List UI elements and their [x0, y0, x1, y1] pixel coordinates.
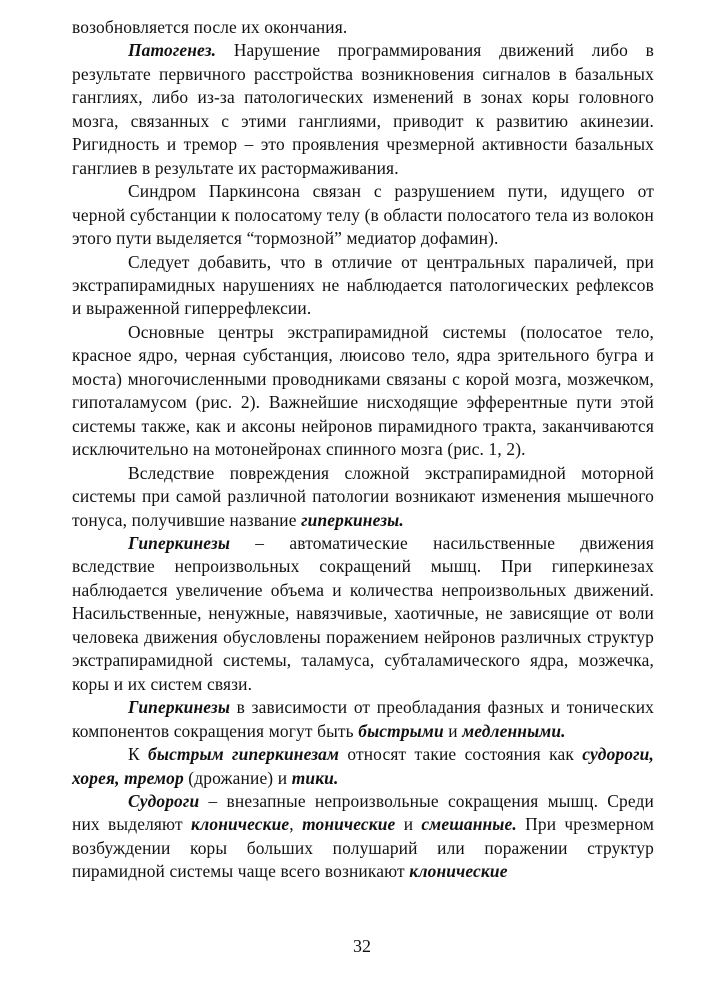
- emphasized-term: судороги, хорея, тремор: [72, 744, 654, 788]
- body-text: [72, 16, 654, 884]
- emphasized-term: быстрым гиперкинезам: [148, 744, 340, 765]
- paragraph: [72, 532, 654, 696]
- emphasized-term: Судороги: [128, 790, 200, 811]
- text-run: К: [128, 744, 149, 765]
- emphasized-term: Гиперкинезы: [128, 697, 231, 718]
- paragraph: [72, 251, 654, 321]
- paragraph: [72, 39, 654, 180]
- text-run: При чрезмерном возбуждении коры больших полушарий или поражении структур пирамидной системы чаще всего возникают: [72, 814, 655, 882]
- paragraph: [72, 16, 654, 39]
- text-run: Следует добавить, что в отличие от центральных параличей, при экстрапирамидных нарушениях не наблюдается патологических рефлексов и выраженной гиперрефлексии.: [72, 251, 654, 319]
- emphasized-term: тики.: [291, 767, 339, 788]
- emphasized-term: смешанные.: [421, 814, 517, 835]
- paragraph: [72, 321, 654, 462]
- paragraph: [72, 743, 654, 790]
- text-run: (дрожание) и: [183, 767, 292, 788]
- paragraph: [72, 696, 654, 743]
- emphasized-term: гиперкинезы.: [301, 509, 404, 530]
- text-run: – внезапные непроизвольные сокращения мышц. Среди них выделяют: [72, 790, 654, 835]
- emphasized-term: клонические: [190, 814, 290, 835]
- text-run: Вследствие повреждения сложной экстрапирамидной моторной системы при самой различной патологии возникают изменения мышечного тонуса, получившие название: [72, 462, 654, 530]
- text-run: Синдром Паркинсона связан с разрушением пути, идущего от черной субстанции к полосатому телу (в области полосатого тела из волокон этого пути выделяется “тормозной” медиатор дофамин).: [72, 181, 654, 249]
- text-run: относят такие состояния как: [339, 744, 583, 765]
- text-run: и: [395, 814, 422, 835]
- text-run: Основные центры экстрапирамидной системы (полосатое тело, красное ядро, черная субстанция, люисово тело, ядра зрительного бугра и моста) многочисленными проводниками связаны с корой мозга, мозжечком, гипоталамусом (рис. 2). Важнейшие нисходящие эфферентные пути этой системы также, как и аксоны нейронов пирамидного тракта, заканчиваются исключительно на мотонейронах спинного мозга (рис. 1, 2).: [72, 321, 654, 460]
- page-number: 32: [353, 936, 371, 956]
- text-run: Нарушение программирования движений либо в результате первичного расстройства возникновения сигналов в базальных ганглиях, либо из-за патологических изменений в зонах коры головного мозга, связанных с этими ганглиями, приводит к развитию акинезии. Ригидность и тремор – это проявления чрезмерной активности базальных ганглиев в результате их растормаживания.: [72, 40, 654, 178]
- emphasized-term: Гиперкинезы: [128, 532, 231, 553]
- text-run: ,: [289, 814, 303, 835]
- emphasized-term: медленными.: [462, 720, 566, 741]
- text-run: – автоматические насильственные движения вследствие непроизвольных сокращений мышц. При гиперкинезах наблюдается увеличение объема и количества непроизвольных движений. Насильственные, ненужные, навязчивые, хаотичные, не зависящие от воли человека движения обусловлены поражением нейронов различных структур экстрапирамидной системы, таламуса, субталамического ядра, мозжечка, коры и их систем связи.: [72, 532, 654, 694]
- paragraph: [72, 180, 654, 250]
- emphasized-term: быстрыми: [358, 720, 444, 741]
- emphasized-term: клонические: [409, 861, 508, 882]
- paragraph: [72, 462, 654, 532]
- text-run: возобновляется после их окончания.: [72, 17, 348, 37]
- paragraph: [72, 790, 654, 884]
- emphasized-term: Патогенез.: [128, 40, 217, 61]
- text-run: и: [443, 720, 463, 741]
- text-run: в зависимости от преобладания фазных и тонических компонентов сокращения могут быть: [72, 697, 654, 741]
- emphasized-term: тонические: [302, 814, 396, 835]
